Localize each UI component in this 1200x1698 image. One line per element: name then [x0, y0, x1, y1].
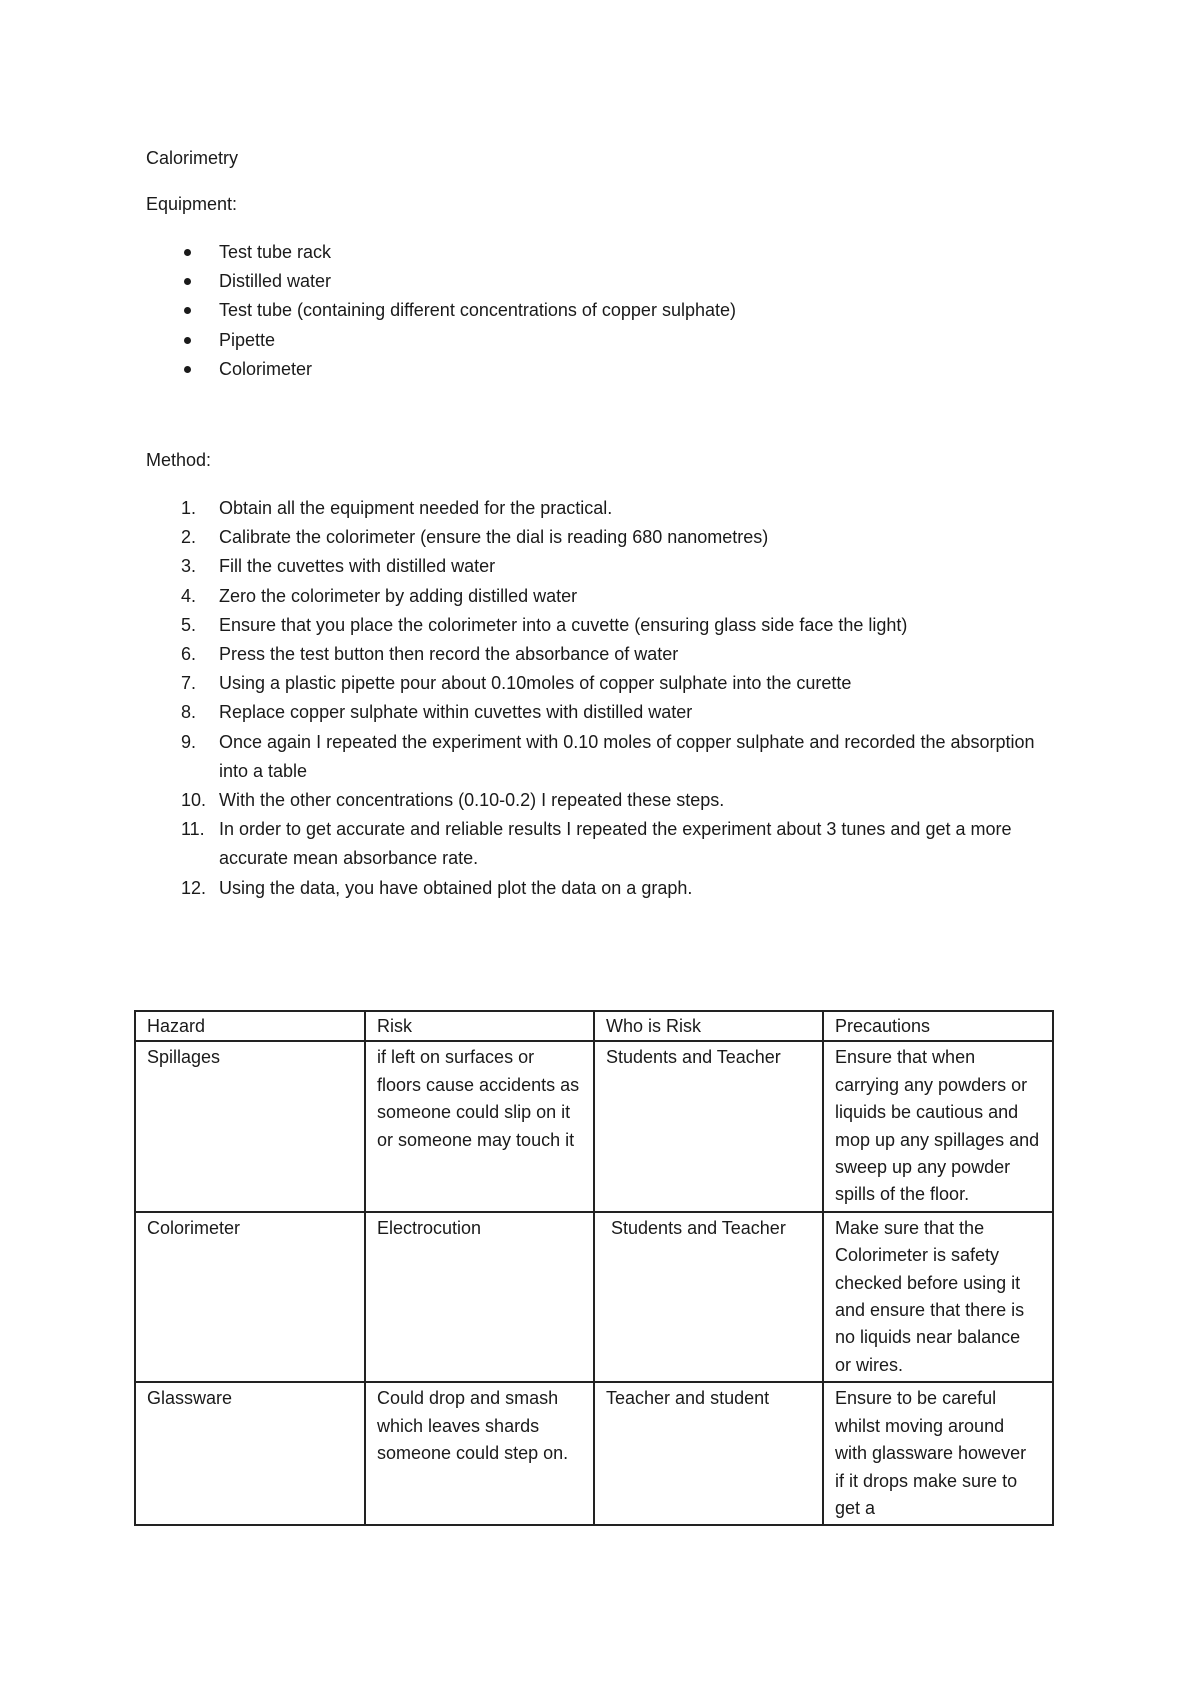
method-step	[146, 582, 1066, 611]
table-row	[135, 1212, 1053, 1382]
step-number: 9.	[181, 731, 197, 752]
step-text: Using the data, you have obtained plot the data on a graph.	[219, 877, 693, 898]
hazard-cell: Glassware	[135, 1382, 365, 1525]
equipment-list	[146, 238, 736, 384]
method-steps-list	[146, 494, 1066, 903]
step-number: 11.	[181, 819, 205, 840]
step-text: Using a plastic pipette pour about 0.10moles of copper sulphate into the curette	[219, 673, 852, 694]
table-row	[135, 1041, 1053, 1211]
bullet-icon	[184, 307, 191, 314]
step-number: 7.	[181, 673, 197, 694]
method-step	[146, 523, 1066, 552]
column-header-who-is-risk: Who is Risk	[594, 1011, 823, 1041]
bullet-icon	[184, 249, 191, 256]
step-text: Fill the cuvettes with distilled water	[219, 556, 496, 577]
who-cell: Students and Teacher	[594, 1212, 823, 1382]
hazard-cell: Spillages	[135, 1041, 365, 1211]
risk-cell: Could drop and smash which leaves shards someone could step on.	[365, 1382, 594, 1525]
equipment-heading: Equipment:	[146, 194, 238, 214]
table-row	[135, 1382, 1053, 1525]
step-number: 6.	[181, 644, 197, 665]
step-text: Ensure that you place the colorimeter into a cuvette (ensuring glass side face the light)	[219, 614, 908, 635]
step-number: 1.	[181, 498, 197, 518]
bullet-icon	[184, 366, 191, 373]
column-header-risk: Risk	[365, 1011, 594, 1041]
table-header-row	[135, 1011, 1053, 1041]
equipment-item-text: Pipette	[219, 329, 276, 350]
step-number: 10.	[181, 790, 207, 811]
column-header-hazard: Hazard	[135, 1011, 365, 1041]
list-item	[146, 238, 736, 267]
precautions-cell: Make sure that the Colorimeter is safety checked before using it and ensure that there is no liquids near balance or wires.	[823, 1212, 1053, 1382]
method-step	[146, 640, 1066, 669]
column-header-precautions: Precautions	[823, 1011, 1053, 1041]
risk-assessment-table	[134, 1010, 1054, 1526]
step-number: 8.	[181, 702, 197, 723]
hazard-cell: Colorimeter	[135, 1212, 365, 1382]
equipment-item-text: Colorimeter	[219, 358, 313, 379]
bullet-icon	[184, 337, 191, 344]
step-text: Replace copper sulphate within cuvettes with distilled water	[219, 702, 693, 723]
step-text: With the other concentrations (0.10-0.2) I repeated these steps.	[219, 790, 725, 811]
equipment-item-text: Test tube (containing different concentrations of copper sulphate)	[219, 300, 736, 321]
step-text: Zero the colorimeter by adding distilled water	[219, 585, 578, 606]
equipment-item-text: Distilled water	[219, 271, 332, 292]
equipment-item-text: Test tube rack	[219, 242, 332, 262]
step-number: 2.	[181, 527, 197, 548]
list-item	[146, 355, 736, 384]
step-text: Press the test button then record the absorbance of water	[219, 644, 679, 665]
method-step	[146, 815, 1066, 873]
precautions-cell: Ensure to be careful whilst moving around with glassware however if it drops make sure to get a	[823, 1382, 1053, 1525]
step-text: Calibrate the colorimeter (ensure the dial is reading 680 nanometres)	[219, 527, 769, 548]
step-number: 3.	[181, 556, 197, 577]
precautions-cell: Ensure that when carrying any powders or liquids be cautious and mop up any spillages and sweep up any powder spills of the floor.	[823, 1041, 1053, 1211]
method-heading: Method:	[146, 450, 212, 470]
step-number: 5.	[181, 614, 197, 635]
method-step	[146, 552, 1066, 581]
method-step	[146, 874, 1066, 903]
list-item	[146, 296, 736, 325]
list-item	[146, 267, 736, 296]
method-step	[146, 728, 1066, 786]
step-number: 12.	[181, 877, 207, 898]
method-step	[146, 786, 1066, 815]
step-text: Once again I repeated the experiment with 0.10 moles of copper sulphate and recorded the absorption into a table	[219, 731, 1035, 781]
who-cell: Students and Teacher	[594, 1041, 823, 1211]
method-step	[146, 669, 1066, 698]
risk-cell: if left on surfaces or floors cause accidents as someone could slip on it or someone may touch it	[365, 1041, 594, 1211]
risk-cell: Electrocution	[365, 1212, 594, 1382]
list-item	[146, 326, 736, 355]
bullet-icon	[184, 278, 191, 285]
method-step	[146, 611, 1066, 640]
step-number: 4.	[181, 585, 197, 606]
step-text: In order to get accurate and reliable results I repeated the experiment about 3 tunes and get a more accurate mean absorbance rate.	[219, 819, 1012, 869]
document-title: Calorimetry	[146, 148, 239, 168]
method-step	[146, 494, 1066, 523]
step-text: Obtain all the equipment needed for the practical.	[219, 498, 613, 518]
who-cell: Teacher and student	[594, 1382, 823, 1525]
method-step	[146, 698, 1066, 727]
